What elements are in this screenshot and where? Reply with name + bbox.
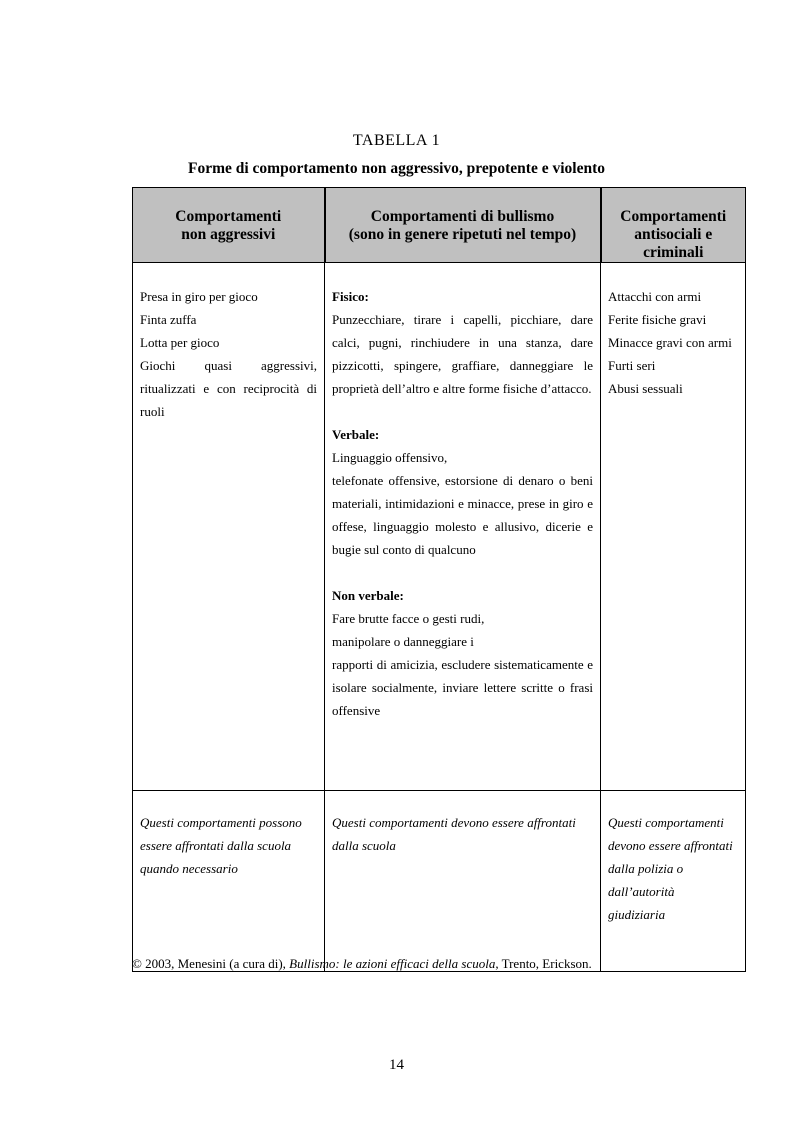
footer-line: quando necessario xyxy=(140,861,238,876)
cell-non-aggressive xyxy=(133,263,325,791)
footer-line: Questi comportamenti possono xyxy=(140,815,302,830)
cell-antisocial xyxy=(601,263,746,791)
source-footnote xyxy=(132,956,592,972)
footer-line: Questi comportamenti xyxy=(608,815,724,830)
header-non-aggressive xyxy=(133,188,325,263)
footnote-suffix: , Trento, Erickson. xyxy=(495,956,592,971)
list-item: Abusi sessuali xyxy=(608,381,683,396)
table-title: Forme di comportamento non aggressivo, prepotente e violento xyxy=(187,160,605,177)
list-item: Furti seri xyxy=(608,358,656,373)
table-header-row xyxy=(133,188,746,263)
table-label: TABELLA 1 xyxy=(352,132,441,149)
footer-line: dall’autorità xyxy=(608,884,675,899)
section-title-nonverbal: Non verbale: xyxy=(332,588,404,603)
footer-line: giudiziaria xyxy=(608,907,666,922)
footer-line: dalla scuola xyxy=(332,838,396,853)
list-item: Lotta per gioco xyxy=(140,335,220,350)
section-text-nonverbal: rapporti di amicizia, escludere sistematicamente e isolare socialmente, inviare lettere scritte o frasi offensive xyxy=(332,657,593,718)
list-item: Presa in giro per gioco xyxy=(140,289,258,304)
header-line: Comportamenti xyxy=(175,208,282,225)
section-line-nonverbal: manipolare o danneggiare i xyxy=(332,634,474,649)
table-footer-row xyxy=(133,791,746,972)
header-line: criminali xyxy=(643,244,704,261)
section-title-verbal: Verbale: xyxy=(332,427,380,442)
footer-line: devono essere affrontati xyxy=(608,838,733,853)
header-line: antisociali e xyxy=(634,226,713,243)
page-number: 14 xyxy=(389,1057,404,1073)
footer-line: essere affrontati dalla scuola xyxy=(140,838,292,853)
footer-line: Questi comportamenti devono essere affrontati xyxy=(332,815,576,830)
section-title-physical: Fisico: xyxy=(332,289,369,304)
header-line: Comportamenti xyxy=(620,208,727,225)
footnote-prefix: © 2003, Menesini (a cura di), xyxy=(132,956,290,971)
header-line: Comportamenti di bullismo xyxy=(370,208,555,225)
behavior-table xyxy=(132,187,746,972)
footer-bullying xyxy=(325,791,601,972)
footer-non-aggressive xyxy=(133,791,325,972)
section-text-verbal: telefonate offensive, estorsione di denaro o beni materiali, intimidazioni e minacce, prese in giro e offese, linguaggio molesto e allusivo, dicerie e bugie sul conto di qualcuno xyxy=(332,473,593,557)
list-item: Giochi quasi aggressivi, ritualizzati e con reciprocità di ruoli xyxy=(140,358,317,419)
header-antisocial xyxy=(601,188,746,263)
section-line-verbal: Linguaggio offensivo, xyxy=(332,450,448,465)
section-line-nonverbal: Fare brutte facce o gesti rudi, xyxy=(332,611,485,626)
footer-antisocial xyxy=(601,791,746,972)
list-item: Minacce gravi con armi xyxy=(608,335,732,350)
header-line: (sono in genere ripetuti nel tempo) xyxy=(348,226,577,243)
list-item: Finta zuffa xyxy=(140,312,197,327)
cell-bullying xyxy=(325,263,601,791)
list-item: Attacchi con armi xyxy=(608,289,702,304)
footnote-title: Bullismo: le azioni efficaci della scuola xyxy=(289,956,496,971)
header-line: non aggressivi xyxy=(181,226,276,243)
footer-line: dalla polizia o xyxy=(608,861,684,876)
section-text-physical: Punzecchiare, tirare i capelli, picchiare, dare calci, pugni, rinchiudere in una stanza, dare pizzicotti, spingere, graffiare, danneggiare le proprietà dell’altro e altre forme fisiche d’attacco. xyxy=(332,312,593,396)
list-item: Ferite fisiche gravi xyxy=(608,312,707,327)
table-body-row xyxy=(133,263,746,791)
header-bullying xyxy=(325,188,601,263)
